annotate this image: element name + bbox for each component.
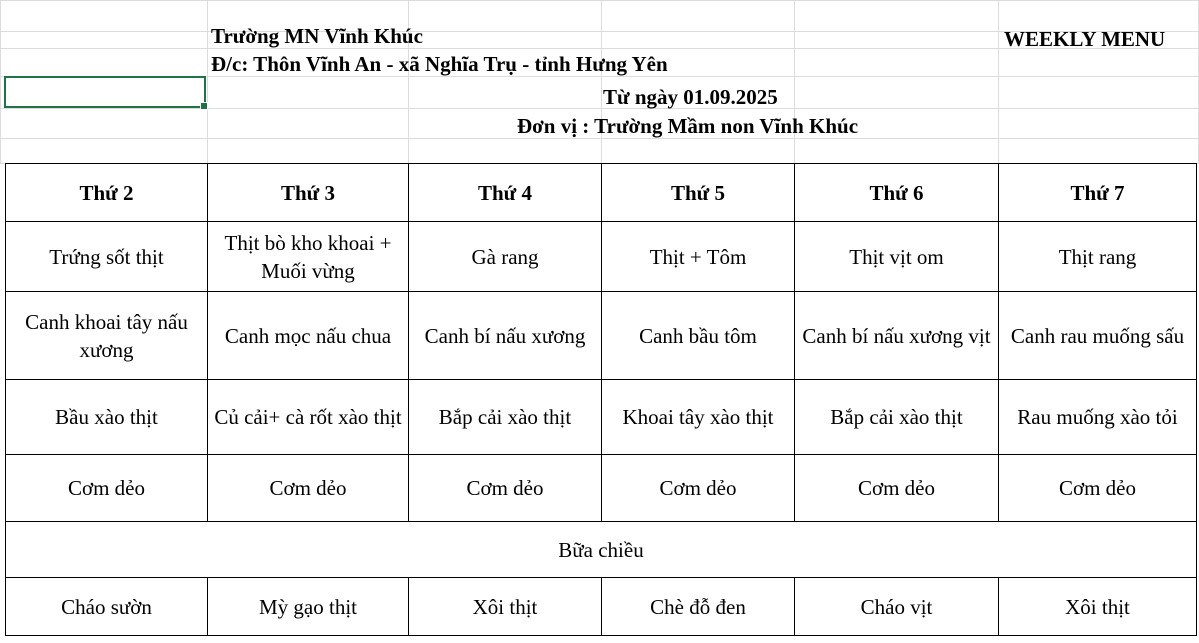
menu-cell[interactable]: Cơm dẻo xyxy=(6,455,208,522)
day-header: Thứ 3 xyxy=(208,164,409,222)
menu-cell[interactable]: Mỳ gạo thịt xyxy=(208,578,409,636)
menu-cell[interactable]: Khoai tây xào thịt xyxy=(602,380,795,455)
menu-cell[interactable]: Thịt + Tôm xyxy=(602,222,795,292)
school-name: Trường MN Vĩnh Khúc xyxy=(211,24,423,48)
menu-cell[interactable]: Canh rau muống sấu xyxy=(999,292,1197,380)
main-dish-row xyxy=(6,222,1197,292)
day-header: Thứ 7 xyxy=(999,164,1197,222)
menu-cell[interactable]: Củ cải+ cà rốt xào thịt xyxy=(208,380,409,455)
menu-cell[interactable]: Bắp cải xào thịt xyxy=(795,380,999,455)
menu-cell[interactable]: Trứng sốt thịt xyxy=(6,222,208,292)
school-address: Đ/c: Thôn Vĩnh An - xã Nghĩa Trụ - tỉnh Hưng Yên xyxy=(211,52,668,76)
menu-cell[interactable]: Canh bí nấu xương vịt xyxy=(795,292,999,380)
menu-cell[interactable]: Thịt vịt om xyxy=(795,222,999,292)
menu-cell[interactable]: Rau muống xào tỏi xyxy=(999,380,1197,455)
rice-row xyxy=(6,455,1197,522)
soup-row xyxy=(6,292,1197,380)
menu-cell[interactable]: Cơm dẻo xyxy=(602,455,795,522)
menu-cell[interactable]: Chè đỗ đen xyxy=(602,578,795,636)
menu-cell[interactable]: Cơm dẻo xyxy=(795,455,999,522)
menu-cell[interactable]: Bầu xào thịt xyxy=(6,380,208,455)
selected-cell[interactable] xyxy=(4,76,206,108)
menu-title: WEEKLY MENU xyxy=(1004,27,1166,51)
afternoon-label-row xyxy=(6,522,1197,578)
menu-cell[interactable]: Xôi thịt xyxy=(409,578,602,636)
menu-table xyxy=(5,163,1197,636)
menu-cell[interactable]: Cơm dẻo xyxy=(999,455,1197,522)
day-header: Thứ 2 xyxy=(6,164,208,222)
menu-cell[interactable]: Canh mọc nấu chua xyxy=(208,292,409,380)
day-header: Thứ 6 xyxy=(795,164,999,222)
afternoon-label[interactable]: Bữa chiều xyxy=(6,522,1197,578)
day-header: Thứ 4 xyxy=(409,164,602,222)
menu-cell[interactable]: Canh bầu tôm xyxy=(602,292,795,380)
date-line: Từ ngày 01.09.2025 xyxy=(603,85,778,109)
menu-cell[interactable]: Canh bí nấu xương xyxy=(409,292,602,380)
menu-cell[interactable]: Thịt bò kho khoai + Muối vừng xyxy=(208,222,409,292)
menu-cell[interactable]: Cơm dẻo xyxy=(208,455,409,522)
menu-cell[interactable]: Cháo vịt xyxy=(795,578,999,636)
menu-cell[interactable]: Canh khoai tây nấu xương xyxy=(6,292,208,380)
day-header: Thứ 5 xyxy=(602,164,795,222)
unit-line: Đơn vị : Trường Mầm non Vĩnh Khúc xyxy=(517,114,859,138)
menu-cell[interactable]: Bắp cải xào thịt xyxy=(409,380,602,455)
vegetable-row xyxy=(6,380,1197,455)
menu-cell[interactable]: Thịt rang xyxy=(999,222,1197,292)
menu-cell[interactable]: Gà rang xyxy=(409,222,602,292)
fill-handle[interactable] xyxy=(200,102,208,110)
menu-cell[interactable]: Xôi thịt xyxy=(999,578,1197,636)
menu-cell[interactable]: Cơm dẻo xyxy=(409,455,602,522)
afternoon-row xyxy=(6,578,1197,636)
days-row xyxy=(6,164,1197,222)
menu-cell[interactable]: Cháo sườn xyxy=(6,578,208,636)
